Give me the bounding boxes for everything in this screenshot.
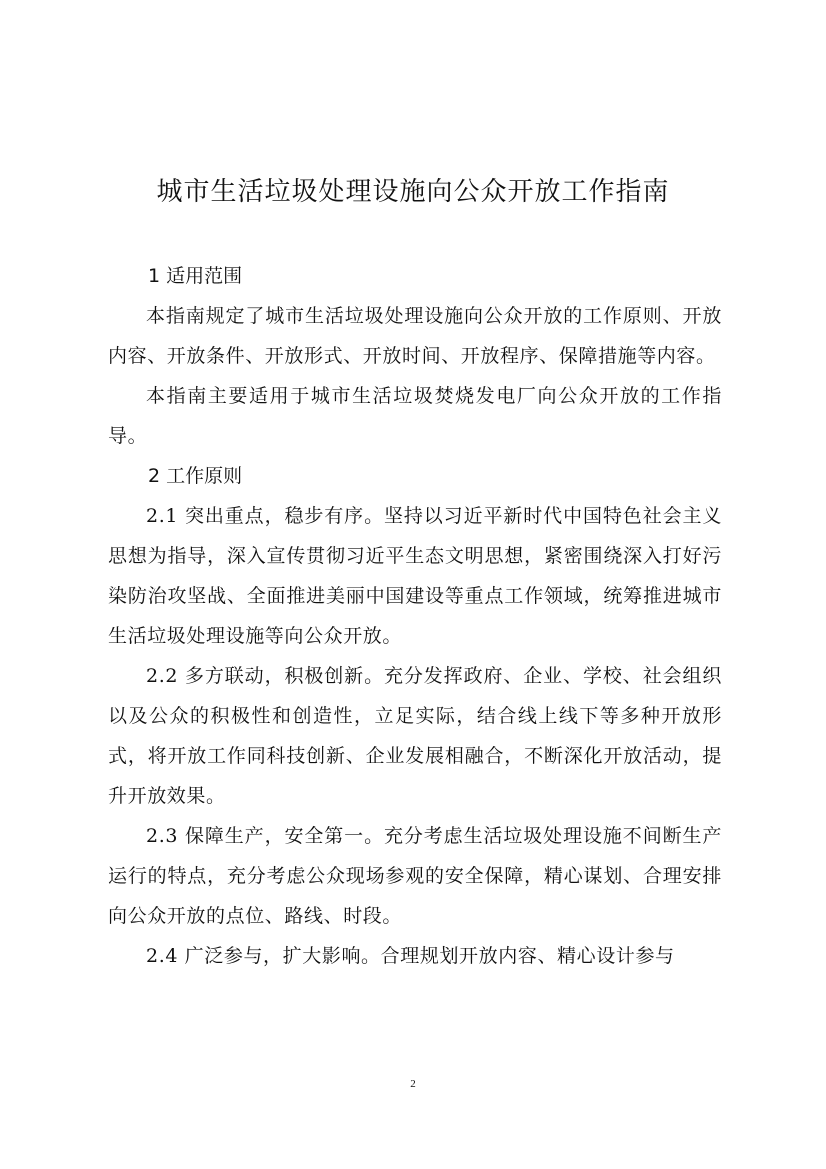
paragraph: 2.2 多方联动，积极创新。充分发挥政府、企业、学校、社会组织以及公众的积极性和创造性，立足实际，结合线上线下等多种开放形式，将开放工作同科技创新、企业发展相融合，不断深化开放活动，提升开放效果。 bbox=[108, 665, 722, 807]
document-body bbox=[108, 256, 722, 976]
section-heading: 2 工作原则 bbox=[148, 465, 243, 487]
paragraph: 本指南主要适用于城市生活垃圾焚烧发电厂向公众开放的工作指导。 bbox=[108, 385, 722, 447]
document-title: 城市生活垃圾处理设施向公众开放工作指南 bbox=[156, 177, 670, 207]
paragraph: 2.3 保障生产，安全第一。充分考虑生活垃圾处理设施不间断生产运行的特点，充分考虑公众现场参观的安全保障，精心谋划、合理安排向公众开放的点位、路线、时段。 bbox=[108, 825, 722, 927]
section-heading: 1 适用范围 bbox=[148, 265, 243, 287]
page-number: 2 bbox=[410, 1078, 416, 1090]
paragraph: 2.1 突出重点，稳步有序。坚持以习近平新时代中国特色社会主义思想为指导，深入宣传贯彻习近平生态文明思想，紧密围绕深入打好污染防治攻坚战、全面推进美丽中国建设等重点工作领域，统筹推进城市生活垃圾处理设施等向公众开放。 bbox=[108, 505, 722, 647]
paragraph: 本指南规定了城市生活垃圾处理设施向公众开放的工作原则、开放内容、开放条件、开放形式、开放时间、开放程序、保障措施等内容。 bbox=[108, 305, 722, 367]
paragraph: 2.4 广泛参与，扩大影响。合理规划开放内容、精心设计参与 bbox=[146, 945, 675, 967]
